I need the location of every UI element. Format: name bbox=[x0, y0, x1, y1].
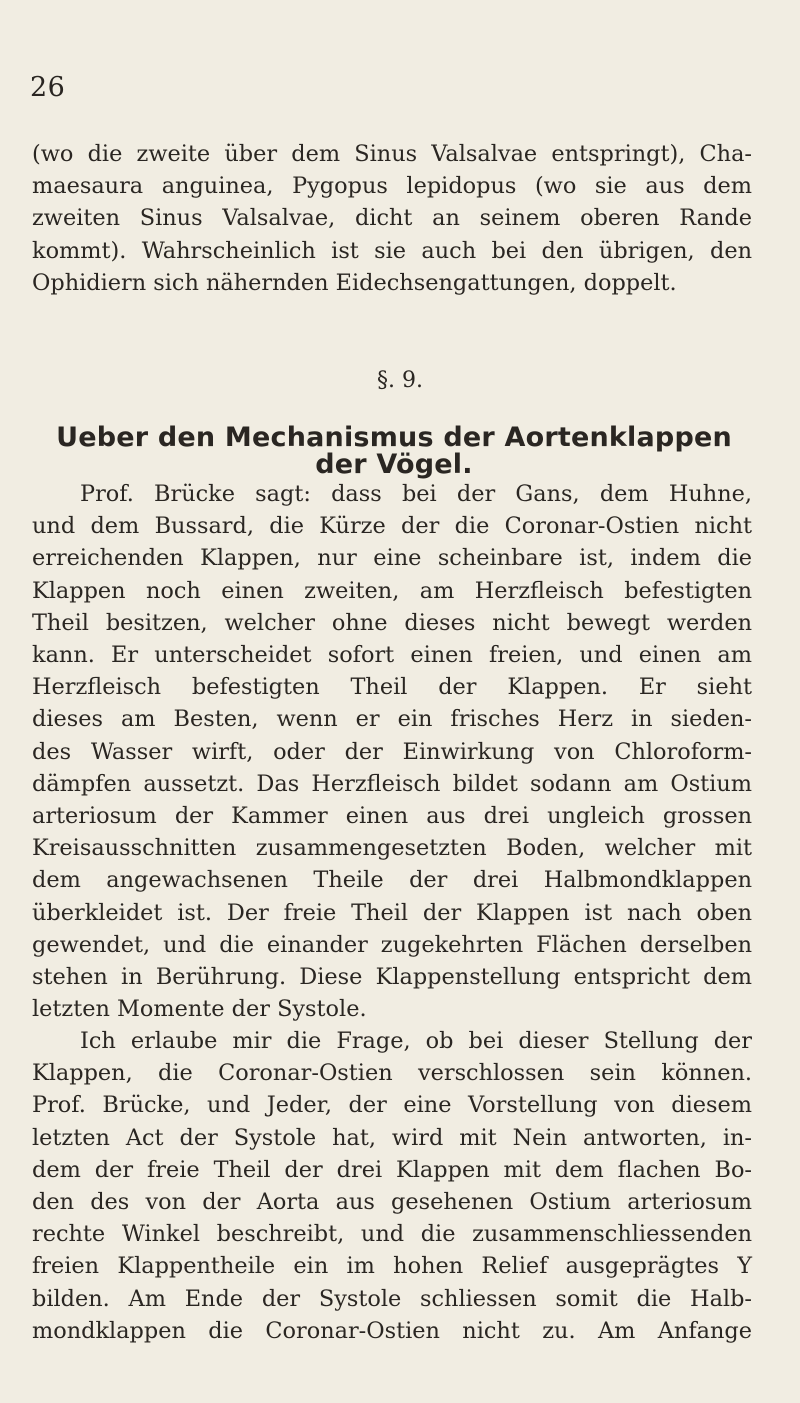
section-number: §. 9. bbox=[377, 368, 423, 393]
text-line: Klappen, die Coronar-Ostien verschlossen sein können. bbox=[32, 1060, 752, 1087]
text-line: arteriosum der Kammer einen aus drei ungleich grossen bbox=[32, 803, 752, 830]
paragraph-bruecke bbox=[32, 478, 752, 1025]
text-line: kommt). Wahrscheinlich ist sie auch bei den übrigen, den bbox=[32, 237, 752, 264]
text-line: dem der freie Theil der drei Klappen mit dem flachen Bo- bbox=[32, 1156, 752, 1183]
text-line: letzten Momente der Systole. bbox=[32, 996, 367, 1023]
text-line: Prof. Brücke sagt: dass bei der Gans, dem Huhne, bbox=[80, 481, 752, 507]
text-line: bilden. Am Ende der Systole schliessen somit die Halb- bbox=[32, 1285, 752, 1312]
text-line: Kreisausschnitten zusammengesetzten Boden, welcher mit bbox=[32, 835, 752, 862]
text-line: Herzfleisch befestigten Theil der Klappen. Er sieht bbox=[32, 674, 752, 701]
text-line: maesaura anguinea, Pygopus lepidopus (wo sie aus dem bbox=[32, 173, 752, 200]
page-number: 26 bbox=[30, 72, 66, 103]
text-line: dieses am Besten, wenn er ein frisches Herz in sieden- bbox=[32, 706, 752, 733]
section-title: Ueber den Mechanismus der Aortenklappen der Vögel. bbox=[56, 422, 732, 480]
text-line: des Wasser wirft, oder der Einwirkung von Chloroform- bbox=[32, 738, 752, 765]
text-line: überkleidet ist. Der freie Theil der Klappen ist nach oben bbox=[32, 899, 752, 926]
paragraph-frage bbox=[32, 1025, 752, 1347]
text-line: Ophidiern sich nähernden Eidechsengattungen, doppelt. bbox=[32, 269, 677, 296]
text-line: erreichenden Klappen, nur eine scheinbare ist, indem die bbox=[32, 545, 752, 572]
text-line: den des von der Aorta aus gesehenen Ostium arteriosum bbox=[32, 1189, 752, 1216]
text-line: gewendet, und die einander zugekehrten Flächen derselben bbox=[32, 931, 752, 958]
text-line: und dem Bussard, die Kürze der die Coronar-Ostien nicht bbox=[32, 513, 752, 540]
text-line: kann. Er unterscheidet sofort einen freien, und einen am bbox=[32, 642, 752, 669]
text-line: Prof. Brücke, und Jeder, der eine Vorstellung von diesem bbox=[32, 1092, 752, 1119]
text-line: (wo die zweite über dem Sinus Valsalvae entspringt), Cha- bbox=[32, 141, 752, 167]
paragraph-intro bbox=[32, 138, 752, 299]
text-line: dem angewachsenen Theile der drei Halbmondklappen bbox=[32, 867, 752, 894]
text-line: letzten Act der Systole hat, wird mit Nein antworten, in- bbox=[32, 1124, 752, 1151]
text-line: mondklappen die Coronar-Ostien nicht zu. Am Anfange bbox=[32, 1317, 752, 1344]
text-line: zweiten Sinus Valsalvae, dicht an seinem oberen Rande bbox=[32, 205, 752, 232]
text-line: Klappen noch einen zweiten, am Herzfleisch befestigten bbox=[32, 577, 752, 604]
text-line: Theil besitzen, welcher ohne dieses nicht bewegt werden bbox=[32, 609, 752, 636]
text-line: stehen in Berührung. Diese Klappenstellung entspricht dem bbox=[32, 964, 752, 991]
text-line: Ich erlaube mir die Frage, ob bei dieser Stellung der bbox=[80, 1028, 752, 1054]
text-line: freien Klappentheile ein im hohen Relief ausgeprägtes Y bbox=[32, 1253, 752, 1280]
text-line: rechte Winkel beschreibt, und die zusammenschliessenden bbox=[32, 1221, 752, 1248]
text-line: dämpfen aussetzt. Das Herzfleisch bildet sodann am Ostium bbox=[32, 770, 752, 797]
